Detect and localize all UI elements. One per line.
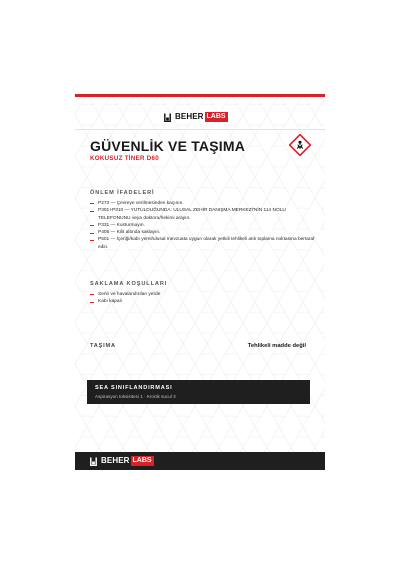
safety-sheet <box>75 94 325 470</box>
storage-heading: SAKLAMA KOŞULLARI <box>90 281 168 287</box>
page-title: GÜVENLİK VE TAŞIMA <box>90 138 246 154</box>
classification-title: SEA SINIFLANDIRMASI <box>95 385 173 391</box>
brand-name-highlight: LABS <box>206 113 226 120</box>
footer-brand-logo <box>89 456 154 466</box>
header-divider <box>75 129 325 130</box>
precaution-item: P405 — Kilit altında saklayın. <box>90 229 315 236</box>
brand-logo <box>163 112 228 122</box>
precaution-item: P331 — Kusturmayın. <box>90 222 315 229</box>
storage-item: Kabı kapalı <box>90 298 315 305</box>
top-accent-bar <box>75 94 325 97</box>
precaution-item: P301+P310 — YUTULDUĞUNDA: ULUSAL ZEHİR DANIŞMA MERKEZİ'NİN 114 NOLU TELEFONUNU veya doktoru/hekimi arayın. <box>90 207 315 222</box>
brand-name: BEHER <box>175 112 204 121</box>
precaution-item: P501 — İçeriği/kabı yerel/ulusal mevzuata uygun olarak yetkili tehlikeli atık toplama noktasına bertaraf edin. <box>90 236 315 251</box>
product-subtitle: KOKUSUZ TİNER D60 <box>90 155 160 162</box>
storage-item: Serin ve havalandırılan yerde <box>90 291 315 298</box>
footer-brand-name-highlight: LABS <box>132 457 152 464</box>
beaker-icon <box>89 457 98 466</box>
precautions-heading: ÖNLEM İFADELERİ <box>90 190 155 196</box>
classification-value: Aspirasyon toksisitesi 1 · Kronik sucul 3 <box>95 394 176 399</box>
transport-label: TAŞIMA <box>90 343 116 349</box>
classification-box <box>87 380 310 404</box>
footer-bar <box>75 452 325 470</box>
footer-brand-name: BEHER <box>101 456 130 465</box>
beaker-icon <box>163 113 172 122</box>
transport-value: Tehlikeli madde değil <box>247 343 306 349</box>
precautions-list <box>90 200 315 251</box>
storage-list <box>90 291 315 306</box>
ghs-health-hazard-icon <box>289 134 311 156</box>
precaution-item: P273 — Çevreye verilmesinden kaçının. <box>90 200 315 207</box>
